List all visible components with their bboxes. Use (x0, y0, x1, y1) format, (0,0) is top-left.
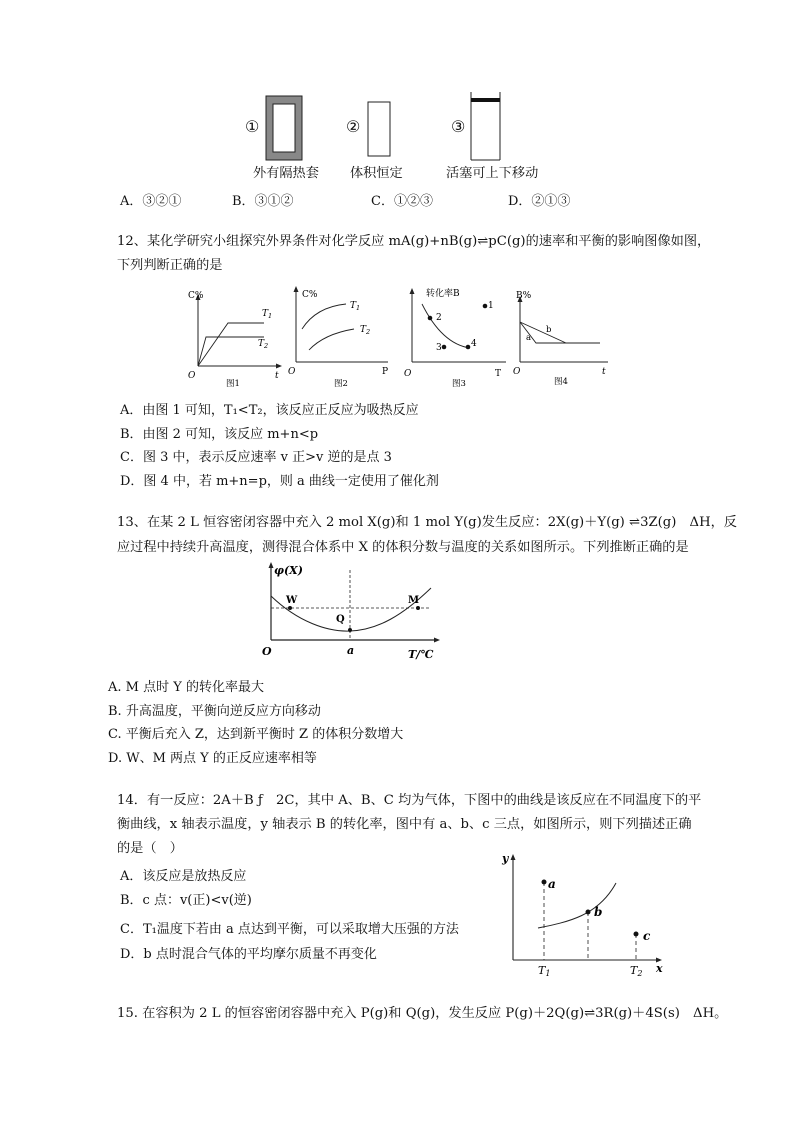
fig4-caption: 图4 (554, 377, 568, 387)
svg-text:P: P (382, 367, 389, 377)
svg-text:O: O (513, 367, 521, 377)
vessel-caption-2: 体积恒定 (350, 166, 403, 181)
vessel-caption-1: 外有隔热套 (253, 166, 319, 181)
svg-text:a: a (548, 877, 556, 891)
fig3-point-4 (466, 345, 471, 350)
fig3-point-1 (483, 304, 488, 309)
svg-text:b: b (546, 325, 552, 335)
q13-option-a[interactable]: A. M 点时 Y 的转化率最大 (108, 680, 264, 695)
vessel-label-2: ② (346, 117, 361, 136)
svg-text:a: a (347, 644, 355, 657)
q14-option-a[interactable]: A．该反应是放热反应 (120, 869, 247, 884)
svg-text:c: c (643, 929, 651, 943)
svg-text:W: W (286, 595, 298, 606)
q14-graph (498, 848, 672, 980)
fig3-point-3 (442, 345, 447, 350)
q12-option-c[interactable]: C．图 3 中，表示反应速率 v 正>v 逆的是点 3 (120, 450, 392, 465)
svg-text:O: O (288, 367, 296, 377)
q13-option-d[interactable]: D. W、M 两点 Y 的正反应速率相等 (108, 751, 317, 766)
q13-option-b[interactable]: B. 升高温度，平衡向逆反应方向移动 (108, 704, 321, 719)
fig3-point-2 (428, 316, 433, 321)
q15-stem-line1: 15. 在容积为 2 L 的恒容密闭容器中充入 P(g)和 Q(g)，发生反应 P(g)＋2Q(g)⇌3R(g)＋4S(s) ΔH。 (117, 1006, 728, 1021)
point-q (348, 628, 352, 632)
svg-text:T2: $T_2$ (360, 325, 371, 336)
svg-text:O: O (262, 645, 272, 658)
q12-option-a[interactable]: A．由图 1 可知，T₁<T₂，该反应正反应为吸热反应 (120, 403, 419, 418)
fig2-caption: 图2 (334, 379, 348, 389)
piston-vessel (471, 92, 500, 160)
q14-stem-line1: 14．有一反应：2A＋B ƒ 2C，其中 A、B、C 均为气体，下图中的曲线是该反应在不同温度下的平 (117, 793, 702, 808)
q13-xlabel: T/℃ (408, 648, 434, 661)
svg-text:y: y (502, 852, 509, 865)
q12-figure-2 (284, 282, 394, 390)
svg-text:t: t (275, 371, 279, 381)
q14-stem-line3: 的是（ ） (117, 841, 183, 856)
vessel-label-3: ③ (451, 117, 466, 136)
svg-text:4: 4 (471, 339, 477, 349)
constant-volume-vessel (368, 102, 390, 156)
svg-text:O: O (188, 371, 196, 381)
svg-text:T1: $T_1$ (262, 309, 273, 320)
point-m (416, 606, 420, 610)
q13-graph (258, 560, 444, 664)
q14-option-c[interactable]: C．T₁温度下若由 a 点达到平衡，可以采取增大压强的方法 (120, 922, 459, 937)
q11-option-a[interactable]: A．③②① (120, 194, 182, 209)
fig4-ylabel: B% (516, 291, 532, 301)
q14-option-b[interactable]: B．c 点：v(正)<v(逆) (120, 893, 252, 908)
svg-text:a: a (526, 333, 532, 343)
q12-figure-4 (510, 290, 614, 390)
q13-stem-line2: 应过程中持续升高温度，测得混合体系中 X 的体积分数与温度的关系如图所示。下列推断正确的是 (117, 540, 689, 555)
svg-text:T1: $T_1$ (350, 301, 361, 312)
fig1-ylabel: C% (188, 291, 204, 301)
point-w (288, 606, 292, 610)
q13-option-c[interactable]: C. 平衡后充入 Z，达到新平衡时 Z 的体积分数增大 (108, 727, 404, 742)
svg-text:T2: T2 (630, 964, 643, 978)
q11-option-d[interactable]: D．②①③ (508, 194, 571, 209)
q14-option-d[interactable]: D．b 点时混合气体的平均摩尔质量不再变化 (120, 947, 377, 962)
point-b (586, 910, 591, 915)
fig3-caption: 图3 (452, 379, 466, 389)
svg-text:T: T (495, 369, 502, 379)
q12-option-d[interactable]: D．图 4 中，若 m+n=p，则 a 曲线一定使用了催化剂 (120, 474, 439, 489)
q11-option-c[interactable]: C．①②③ (371, 194, 433, 209)
q12-stem-line2: 下列判断正确的是 (117, 258, 223, 273)
svg-text:1: 1 (488, 301, 494, 311)
q12-stem-line1: 12、某化学研究小组探究外界条件对化学反应 mA(g)+nB(g)⇌pC(g)的速率和平衡的影响图像如图， (117, 234, 711, 249)
q12-option-b[interactable]: B．由图 2 可知，该反应 m+n<p (120, 427, 319, 442)
q14-stem-line2: 衡曲线，x 轴表示温度，y 轴表示 B 的转化率，图中有 a、b、c 三点，如图所示，则下列描述正确 (117, 817, 692, 832)
vessel-label-1: ① (245, 117, 260, 136)
svg-text:T2: $T_2$ (258, 339, 269, 350)
svg-text:Q: Q (336, 614, 345, 625)
fig1-caption: 图1 (226, 379, 240, 389)
vessel-caption-3: 活塞可上下移动 (446, 166, 539, 181)
q13-ylabel: φ(X) (274, 564, 303, 577)
svg-text:2: 2 (436, 313, 442, 323)
vessel-figure (230, 84, 560, 164)
svg-text:M: M (408, 595, 420, 606)
q11-option-b[interactable]: B．③①② (232, 194, 294, 209)
point-c (634, 932, 639, 937)
svg-text:O: O (404, 369, 412, 379)
svg-text:t: t (602, 367, 606, 377)
svg-text:T1: T1 (538, 964, 551, 978)
q12-figure-3 (398, 284, 510, 390)
fig2-ylabel: C% (302, 290, 318, 300)
svg-text:b: b (594, 905, 603, 919)
q12-figure-1 (178, 286, 288, 390)
point-a (542, 880, 547, 885)
q13-stem-line1: 13、在某 2 L 恒容密闭容器中充入 2 mol X(g)和 1 mol Y(g)发生反应：2X(g)＋Y(g) ⇌3Z(g) ΔH，反 (117, 515, 737, 530)
svg-text:x: x (656, 962, 663, 975)
svg-text:3: 3 (436, 343, 442, 353)
fig3-ylabel: 转化率B (426, 289, 460, 299)
